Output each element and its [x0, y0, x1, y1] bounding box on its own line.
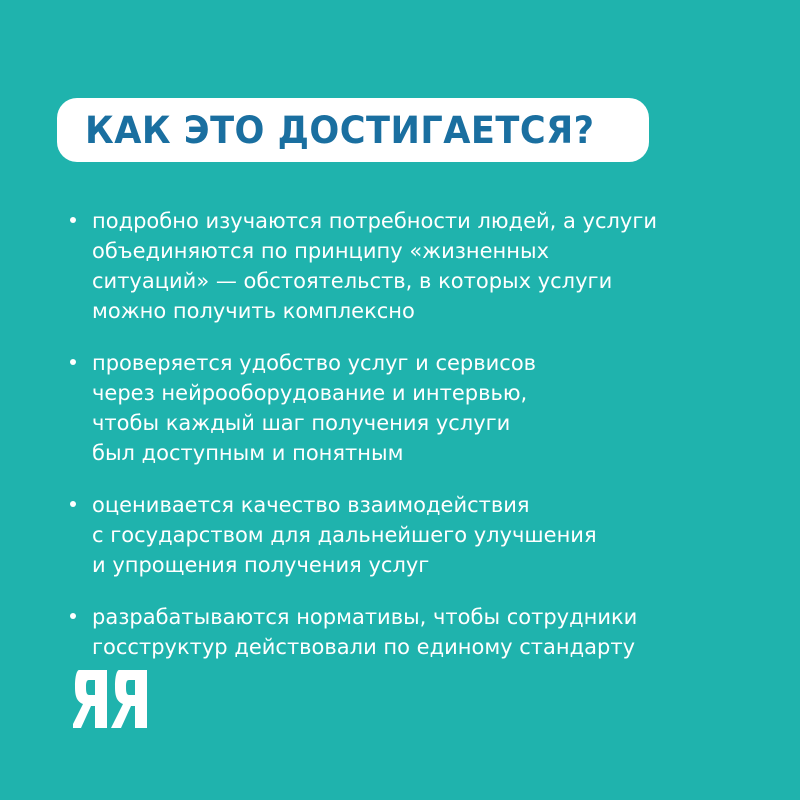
- bullet-text-line: был доступным и понятным: [92, 441, 404, 465]
- bullet-dot-icon: [70, 359, 76, 365]
- page-title: КАК ЭТО ДОСТИГАЕТСЯ?: [85, 108, 595, 152]
- list-item: [70, 490, 770, 580]
- bullet-text-line: чтобы каждый шаг получения услуги: [92, 411, 511, 435]
- bullet-text-line: подробно изучаются потребности людей, а услуги: [92, 209, 658, 233]
- bullet-text-line: объединяются по принципу «жизненных: [92, 239, 550, 263]
- bullet-text-line: госструктур действовали по единому стандарту: [92, 635, 636, 659]
- bullet-list: [70, 206, 770, 684]
- double-ya-logo-icon: [73, 668, 153, 730]
- bullet-text-line: оценивается качество взаимодействия: [92, 493, 530, 517]
- list-item: [70, 206, 770, 326]
- bullet-dot-icon: [70, 501, 76, 507]
- title-pill: [57, 98, 649, 162]
- bullet-dot-icon: [70, 217, 76, 223]
- bullet-dot-icon: [70, 613, 76, 619]
- bullet-text-line: ситуаций» — обстоятельств, в которых услуги: [92, 269, 613, 293]
- bullet-text-line: разрабатываются нормативы, чтобы сотрудники: [92, 605, 638, 629]
- bullet-text-line: проверяется удобство услуг и сервисов: [92, 351, 537, 375]
- bullet-text-line: с государством для дальнейшего улучшения: [92, 523, 597, 547]
- bullet-text-line: через нейрооборудование и интервью,: [92, 381, 528, 405]
- list-item: [70, 348, 770, 468]
- list-item: [70, 602, 770, 662]
- bullet-text-line: можно получить комплексно: [92, 299, 415, 323]
- bullet-text-line: и упрощения получения услуг: [92, 553, 430, 577]
